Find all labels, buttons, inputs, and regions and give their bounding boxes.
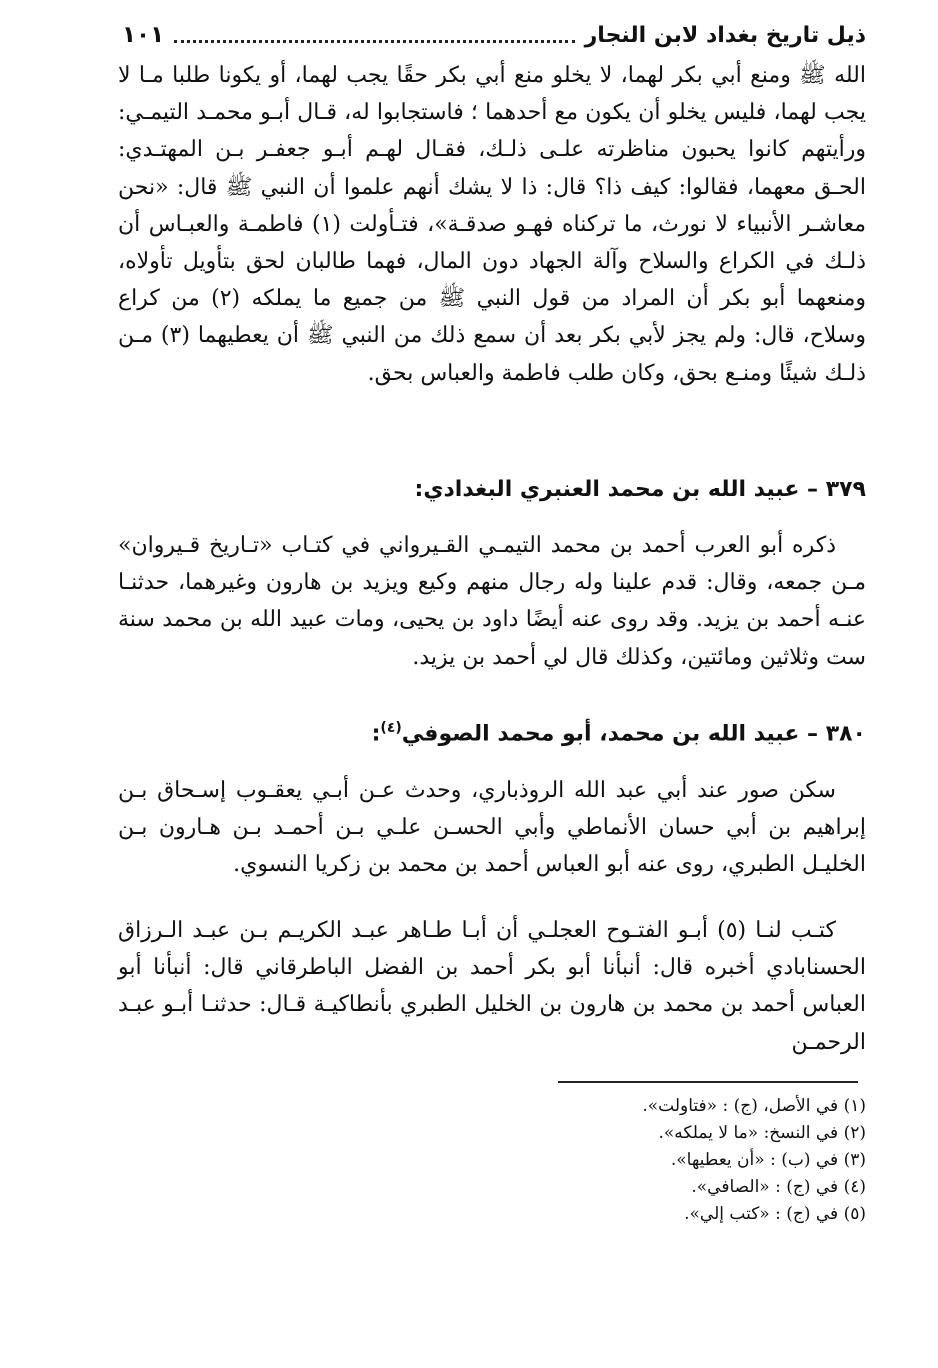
footnote-5: (٥) في (ج) : «كتب إلي». xyxy=(684,1204,866,1224)
footnote-3: (٣) في (ب) : «أن يعطيها». xyxy=(670,1150,866,1170)
entry-379-text xyxy=(118,527,866,676)
entry-heading-380 xyxy=(118,711,866,751)
entry-380-text xyxy=(118,772,866,884)
footnote-2: (٢) في النسخ: «ما لا يملكه». xyxy=(658,1123,866,1143)
entry-380-text-continued xyxy=(118,912,866,1061)
footnote-ref-4: (٤) xyxy=(380,720,402,736)
paragraph: سكن صور عند أبي عبد الله الروذباري، وحدث عـن أبـي يعقـوب إسـحاق بـن إبراهيم بن أبي حسان الأنماطي وأبي الحسـن علـي بـن أحمـد بـن هـارون بـن الخليـل الطبري، روى عنه أبو العباس أحمد بن محمد بن زكريا النسوي. xyxy=(118,778,866,878)
paragraph: الله ﷺ ومنع أبي بكر لهما، لا يخلو منع أبي بكر حقًا يجب لهما، أو يكونا طلبا مـا لا يجب لهما، فليس يخلو أن يكون مع أحدهما ؛ فاستجابوا له، قـال أبـو محمـد التيمـي: ورأيتهم كانوا يحبون مناظرته علـى ذلـك، فقـال لهـم أبـو جعفـر بـن المهتـدي: الحـق معهما، فقالوا: كيف ذا؟ قال: ذا لا يشك أنهم علموا أن النبي ﷺ قال: «نحن معاشـر الأنبياء لا نورث، ما تركناه فهـو صدقـة»، فتـأولت (١) فاطمـة والعبـاس أن ذلـك في الكراع والسلاح وآلة الجهاد دون المال، فهما طالبان لحق بتأويل تأولاه، ومنعهما أبو بكر أن المراد من قول النبي ﷺ من جميع ما يملكه (٢) من كراع وسلاح، قال: ولم يجز لأبي بكر بعد أن سمع ذلك من النبي ﷺ أن يعطيهما (٣) مـن ذلـك شيئًا ومنـع بحق، وكان طلب فاطمة والعباس بحق. xyxy=(118,63,866,386)
continued-paragraph xyxy=(118,57,866,392)
entry-heading-379: ٣٧٩ – عبيد الله بن محمد العنبري البغدادي: xyxy=(414,477,866,502)
footnote-1: (١) في الأصل، (ج) : «فتاولت». xyxy=(642,1096,866,1116)
entry-heading-380-text: ٣٨٠ – عبيد الله بن محمد، أبو محمد الصوفي xyxy=(401,721,866,747)
heading-colon: : xyxy=(371,721,381,747)
footnotes xyxy=(118,1093,866,1228)
header-dotted-leader xyxy=(174,40,575,43)
running-header xyxy=(122,18,866,52)
page-number: ١٠١ xyxy=(122,22,165,48)
footnote-4: (٤) في (ج) : «الصافي». xyxy=(691,1177,866,1197)
footnote-separator xyxy=(558,1081,858,1083)
paragraph: ذكره أبو العرب أحمد بن محمد التيمـي القـيرواني في كتـاب «تـاريخ قـيروان» مـن جمعه، وقال: قدم علينا وله رجال منهم وكيع ويزيد بن هارون وغيرهما، حدثنـا عنـه أحمد بن يزيد. وقد روى عنه أيضًا داود بن يحيى، ومات عبيد الله بن محمد سنة ست وثلاثين ومائتين، وكذلك قال لي أحمد بن يزيد. xyxy=(118,533,866,670)
paragraph: كتـب لنـا (٥) أبـو الفتـوح العجلـي أن أبـا طـاهر عبـد الكريـم بـن عبـد الـرزاق الحسنابادي أخبره قال: أنبأنا أبو بكر أحمد بن الفضل الباطرقاني قال: أنبأنا أبو العباس أحمد بن محمد بن هارون بن الخليل الطبري بأنطاكيـة قـال: حدثنـا أبـو عبـد الرحمـن xyxy=(118,918,866,1055)
running-title: ذيل تاريخ بغداد لابن النجار xyxy=(584,22,866,48)
